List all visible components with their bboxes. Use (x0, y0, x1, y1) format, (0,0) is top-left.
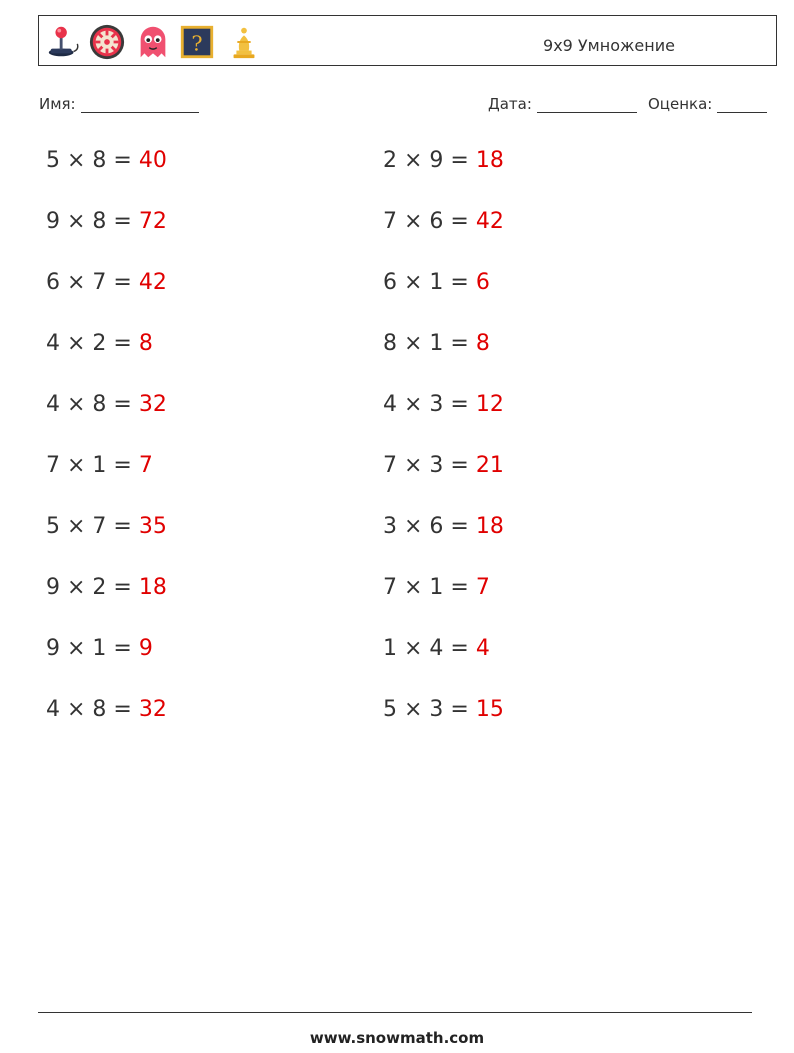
problem-answer: 7 (138, 453, 153, 478)
problem-answer: 18 (475, 514, 504, 539)
name-label: Имя: (39, 95, 76, 113)
problem-item (383, 697, 504, 722)
chess-bishop-icon (225, 23, 263, 61)
problem-answer: 18 (475, 148, 504, 173)
score-label: Оценка: (648, 95, 713, 113)
problem-item (383, 514, 504, 539)
problem-question: 3 × 6 = (383, 514, 476, 539)
question-block-icon (178, 23, 216, 61)
joystick-icon (45, 23, 83, 61)
problem-answer: 12 (475, 392, 504, 417)
problem-question: 1 × 4 = (383, 636, 476, 661)
problem-answer: 72 (138, 209, 167, 234)
problem-question: 7 × 1 = (46, 453, 139, 478)
dartboard-icon (88, 23, 126, 61)
problem-question: 9 × 8 = (46, 209, 139, 234)
problem-item (383, 575, 490, 600)
problem-item (383, 636, 490, 661)
problem-question: 7 × 6 = (383, 209, 476, 234)
problem-question: 8 × 1 = (383, 331, 476, 356)
problem-item (383, 392, 504, 417)
problem-item (383, 148, 504, 173)
problem-answer: 4 (475, 636, 490, 661)
date-label: Дата: (488, 95, 532, 113)
ghost-icon (134, 23, 172, 61)
problem-question: 4 × 3 = (383, 392, 476, 417)
problem-item (46, 148, 167, 173)
page-title: 9x9 Умножение (543, 36, 675, 55)
problem-question: 6 × 7 = (46, 270, 139, 295)
problem-question: 5 × 7 = (46, 514, 139, 539)
name-field (39, 95, 199, 113)
name-blank[interactable] (81, 98, 199, 113)
problem-question: 7 × 3 = (383, 453, 476, 478)
problem-answer: 40 (138, 148, 167, 173)
svg-text:?: ? (191, 31, 203, 56)
footer-divider (38, 1012, 752, 1013)
score-blank[interactable] (717, 98, 767, 113)
problem-question: 5 × 3 = (383, 697, 476, 722)
problem-item (383, 270, 490, 295)
problem-question: 6 × 1 = (383, 270, 476, 295)
date-blank[interactable] (537, 98, 637, 113)
problem-item (46, 392, 167, 417)
problem-item (383, 209, 504, 234)
problem-answer: 42 (475, 209, 504, 234)
problem-item (383, 331, 490, 356)
problem-question: 9 × 2 = (46, 575, 139, 600)
problem-question: 7 × 1 = (383, 575, 476, 600)
problem-answer: 8 (475, 331, 490, 356)
problem-item (46, 209, 167, 234)
problem-question: 4 × 8 = (46, 697, 139, 722)
problem-answer: 35 (138, 514, 167, 539)
header-box (38, 15, 777, 66)
problem-answer: 6 (475, 270, 490, 295)
problem-question: 2 × 9 = (383, 148, 476, 173)
problem-item (46, 514, 167, 539)
problem-item (46, 697, 167, 722)
footer-url[interactable]: www.snowmath.com (309, 1029, 485, 1047)
problem-question: 5 × 8 = (46, 148, 139, 173)
problem-item (46, 575, 167, 600)
problem-item (46, 636, 153, 661)
score-field (648, 95, 767, 113)
problem-answer: 18 (138, 575, 167, 600)
problem-answer: 21 (475, 453, 504, 478)
problem-answer: 9 (138, 636, 153, 661)
problem-answer: 32 (138, 392, 167, 417)
problem-answer: 42 (138, 270, 167, 295)
problem-question: 9 × 1 = (46, 636, 139, 661)
problem-answer: 15 (475, 697, 504, 722)
date-field (488, 95, 637, 113)
problem-answer: 8 (138, 331, 153, 356)
problem-answer: 32 (138, 697, 167, 722)
problem-answer: 7 (475, 575, 490, 600)
problem-item (46, 453, 153, 478)
problem-question: 4 × 2 = (46, 331, 139, 356)
problem-item (46, 331, 153, 356)
problem-item (46, 270, 167, 295)
problem-item (383, 453, 504, 478)
problem-question: 4 × 8 = (46, 392, 139, 417)
